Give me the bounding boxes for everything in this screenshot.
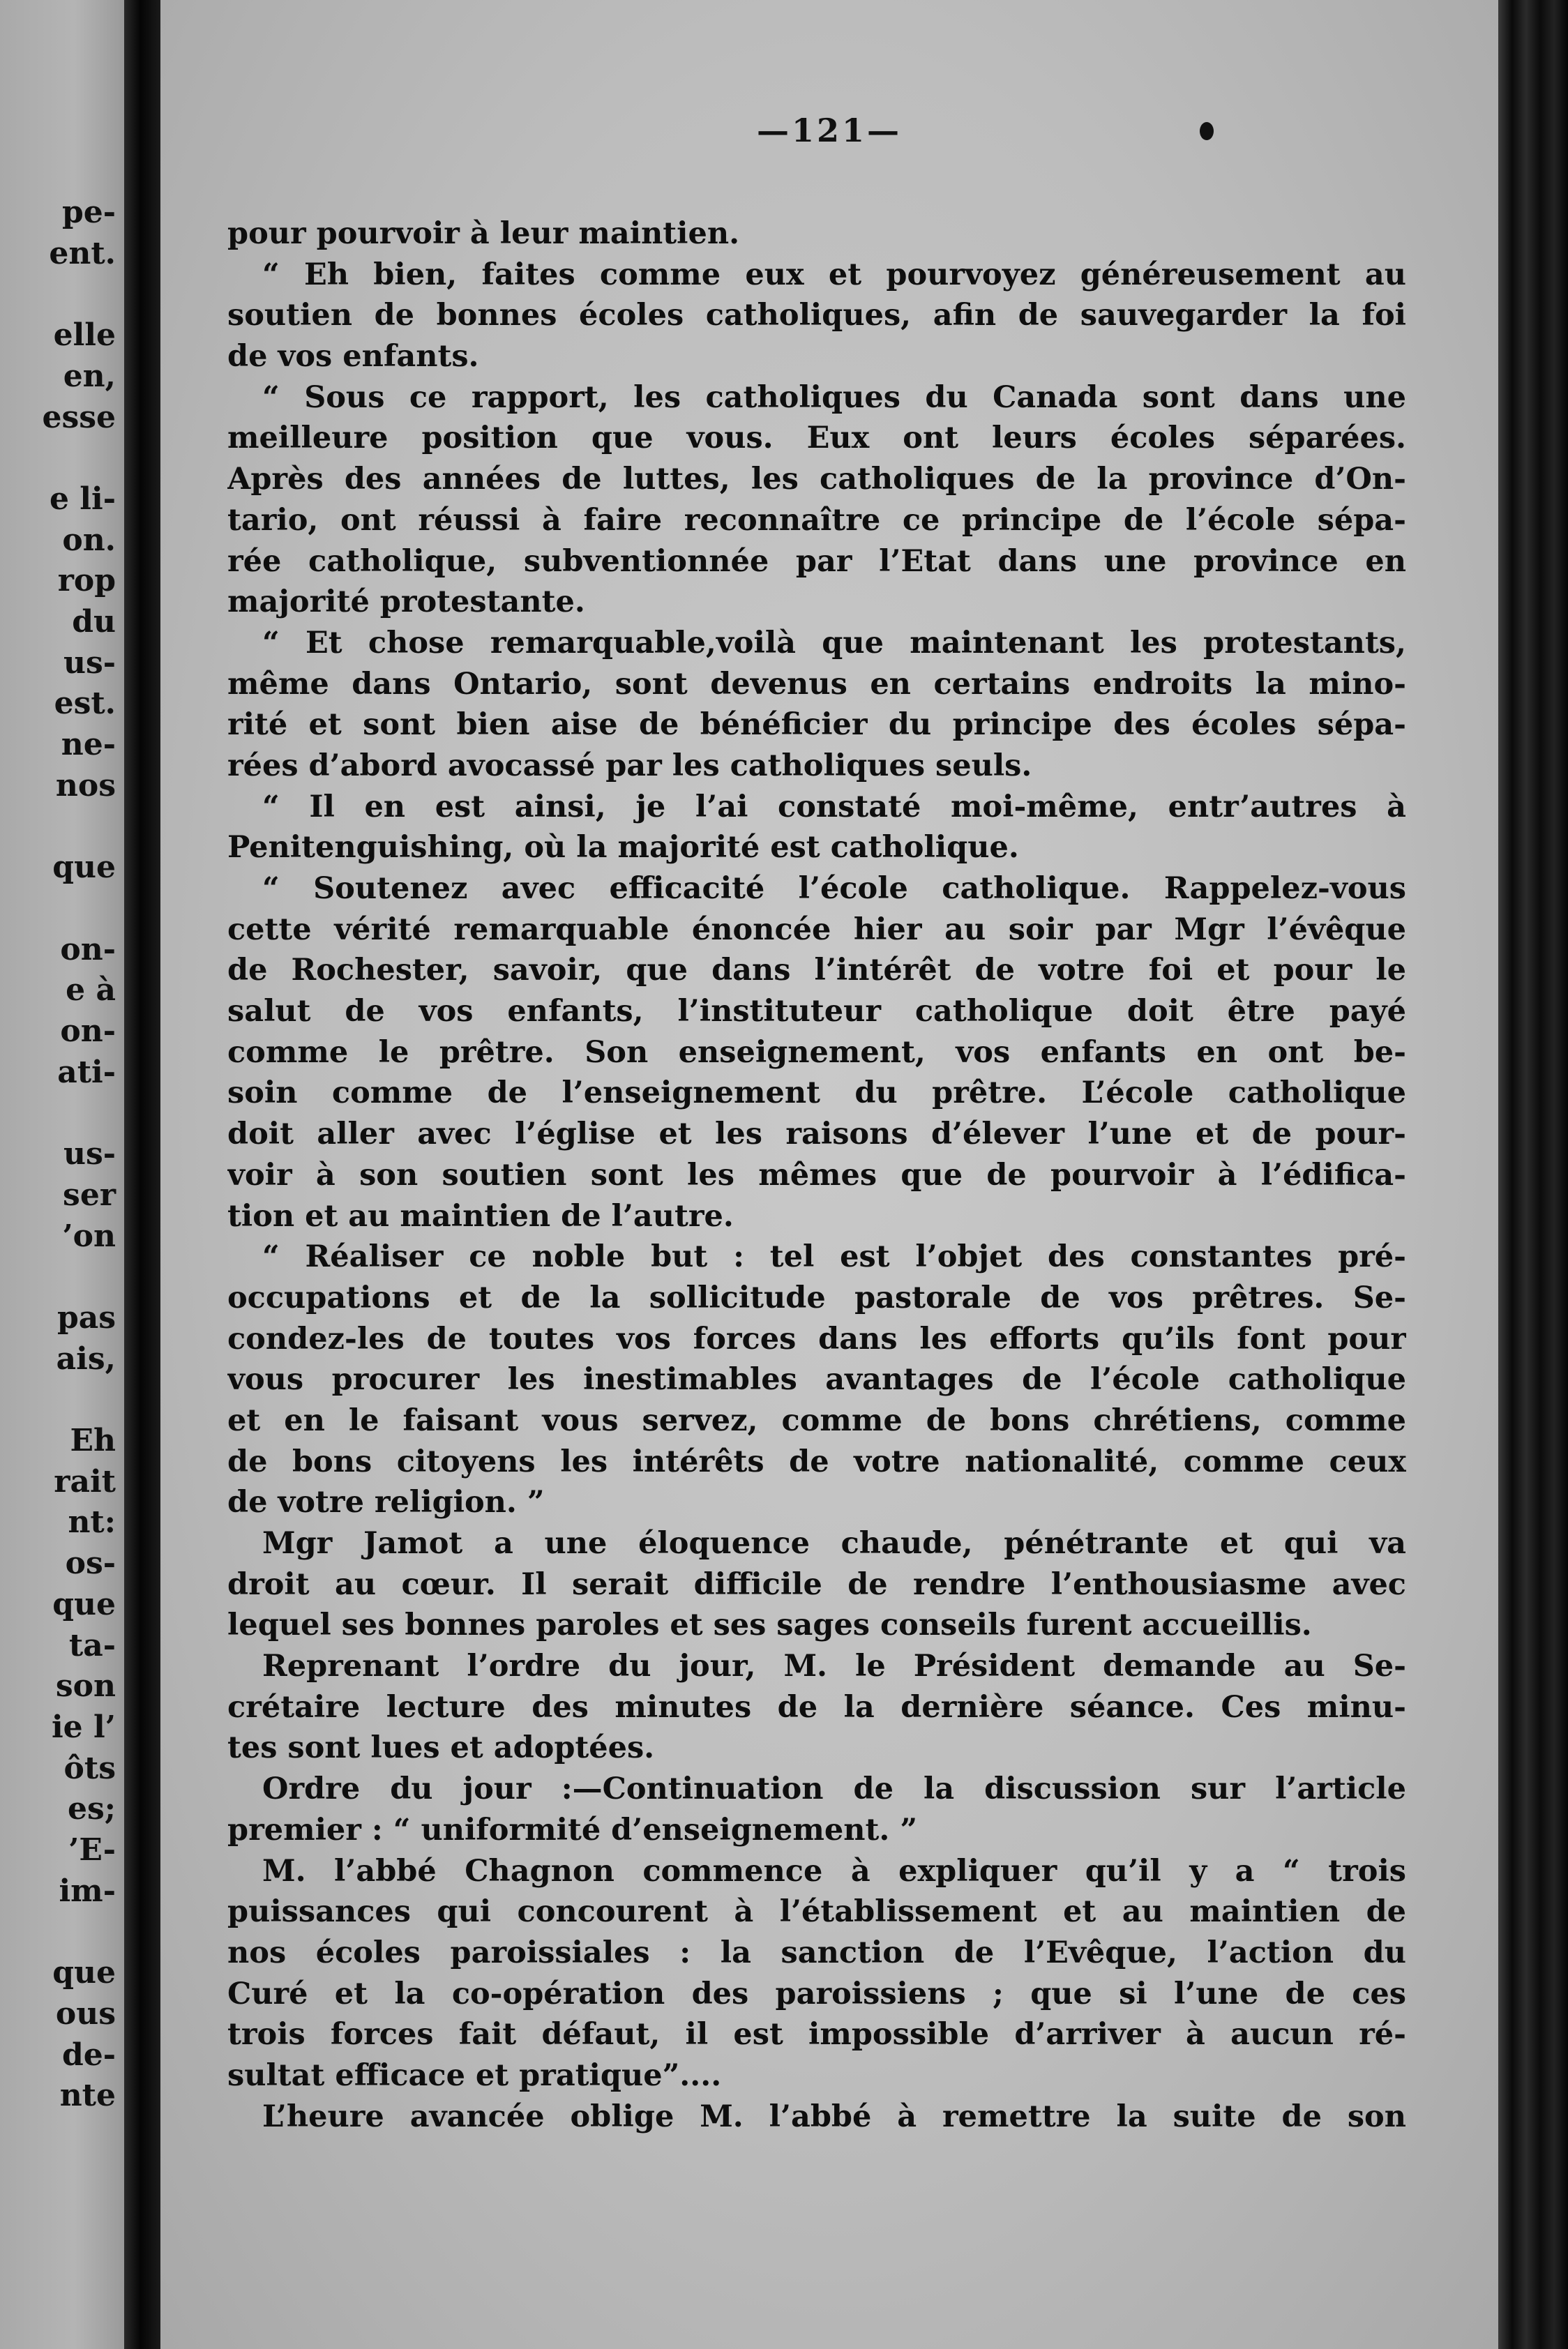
left-margin-fragment: im- [59,1873,116,1909]
left-margin-fragment: ta- [68,1627,116,1663]
left-margin-fragment: e li- [49,481,116,517]
left-margin-fragment: ie l’ [51,1709,116,1745]
text-line: de vos enfants. [227,339,479,375]
text-line: nos écoles paroissiales : la sanction de l’Evêque, l’action du [227,1935,1406,1970]
text-line: Ordre du jour :—Continuation de la discussion sur l’article [262,1772,1406,1807]
text-line: cette vérité remarquable énoncée hier au soir par Mgr l’évêque [227,912,1406,947]
text-line: même dans Ontario, sont devenus en certains endroits la mino- [227,666,1406,702]
text-line: meilleure position que vous. Eux ont leurs écoles séparées. [227,421,1406,456]
text-line: Mgr Jamot a une éloquence chaude, pénétrante et qui va [262,1526,1406,1561]
left-margin-fragment: ’on [62,1218,116,1254]
text-line: “ Il en est ainsi, je l’ai constaté moi-même, entr’autres à [262,789,1406,824]
left-margin-fragment: ent. [49,235,116,271]
text-line: de bons citoyens les intérêts de votre nationalité, comme ceux [227,1444,1406,1479]
text-line: rées d’abord avocassé par les catholiques seuls. [227,748,1032,783]
text-line: M. l’abbé Chagnon commence à expliquer qu’il y a “ trois [262,1853,1406,1889]
text-line: puissances qui concourent à l’établissement et au maintien de [227,1894,1406,1930]
text-line: et en le faisant vous servez, comme de bons chrétiens, comme [227,1403,1406,1438]
book-gutter [124,0,160,2349]
left-margin-fragment: ati- [57,1054,116,1090]
text-line: Après des années de luttes, les catholiques de la province d’On- [227,462,1406,497]
left-margin-fragment: e à [66,972,116,1009]
text-line: rité et sont bien aise de bénéficier du principe des écoles sépa- [227,707,1406,743]
left-margin-fragment: son [55,1668,116,1705]
left-margin-fragment: elle [53,317,116,354]
ink-speck [1200,122,1214,140]
text-line: premier : “ uniformité d’enseignement. ” [227,1812,918,1848]
left-margin-fragment: en, [63,358,116,394]
text-line: “ Eh bien, faites comme eux et pourvoyez généreusement au [262,257,1406,292]
text-line: occupations et de la sollicitude pastorale de vos prêtres. Se- [227,1280,1406,1315]
left-margin-fragment: pe- [61,195,116,230]
left-margin-fragment: que [52,1955,116,1991]
left-margin-fragment: ôts [63,1750,116,1786]
text-line: soutien de bonnes écoles catholiques, afin de sauvegarder la foi [227,298,1406,333]
text-line: “ Soutenez avec efficacité l’école catholique. Rappelez-vous [262,871,1406,906]
left-margin-fragment: est. [54,686,116,722]
text-line: majorité protestante. [227,584,585,620]
text-line: tes sont lues et adoptées. [227,1730,655,1766]
text-line: tion et au maintien de l’autre. [227,1198,734,1234]
text-line: lequel ses bonnes paroles et ses sages conseils furent accueillis. [227,1608,1312,1643]
page-stack-edge [1498,0,1568,2349]
text-line: de votre religion. ” [227,1485,545,1520]
left-margin-fragment: Eh [70,1423,116,1458]
left-facing-page [0,0,124,2349]
left-margin-fragment: du [72,604,116,640]
left-margin-fragment: nte [59,2078,116,2114]
left-margin-fragment: on. [62,522,116,558]
left-margin-fragment: os- [65,1546,116,1582]
text-line: voir à son soutien sont les mêmes que de pourvoir à l’édifica- [227,1157,1406,1193]
text-line: salut de vos enfants, l’instituteur catholique doit être payé [227,994,1406,1029]
left-page-text-edge [4,0,116,2349]
left-margin-fragment: us- [63,644,116,681]
text-line: “ Et chose remarquable,voilà que maintenant les protestants, [262,625,1406,660]
left-margin-fragment: ser [63,1177,116,1213]
text-line: de Rochester, savoir, que dans l’intérêt de votre foi et pour le [227,953,1406,988]
left-margin-fragment: ’E- [68,1832,116,1868]
text-line: vous procurer les inestimables avantages de l’école catholique [227,1362,1406,1398]
text-line: soin comme de l’enseignement du prêtre. L’école catholique [227,1075,1406,1111]
left-margin-fragment: pas [56,1299,116,1336]
text-line: crétaire lecture des minutes de la dernière séance. Ces minu- [227,1689,1406,1725]
left-margin-fragment: rait [54,1463,116,1500]
text-line: sultat efficace et pratique”.... [227,2057,722,2093]
text-line: comme le prêtre. Son enseignement, vos enfants en ont be- [227,1034,1406,1070]
left-margin-fragment: ne- [61,727,116,763]
left-margin-fragment: que [52,1586,116,1622]
text-line: “ Sous ce rapport, les catholiques du Canada sont dans une [262,379,1406,415]
left-margin-fragment: ais, [56,1340,116,1377]
text-line: condez-les de toutes vos forces dans les efforts qu’ils font pour [227,1321,1406,1357]
left-margin-fragment: de- [61,2037,116,2073]
book-page [160,0,1498,2349]
left-margin-fragment: es; [67,1791,116,1827]
text-line: trois forces fait défaut, il est impossible d’arriver à aucun ré- [227,2017,1406,2053]
text-line: doit aller avec l’église et les raisons d’élever l’une et de pour- [227,1117,1406,1152]
left-margin-fragment: on- [60,1013,116,1049]
left-margin-fragment: nos [55,767,116,803]
text-line: droit au cœur. Il serait difficile de rendre l’enthousiasme avec [227,1566,1406,1602]
left-margin-fragment: que [52,849,116,886]
left-margin-fragment: ous [55,1995,116,2032]
text-line: L’heure avancée oblige M. l’abbé à remettre la suite de son [262,2099,1406,2134]
left-margin-fragment: on- [60,931,116,967]
text-line: rée catholique, subventionnée par l’Etat dans une province en [227,543,1406,579]
page-body-text [227,213,1406,2137]
text-line: tario, ont réussi à faire reconnaître ce principe de l’école sépa- [227,502,1406,538]
page-number: —121— [756,112,903,149]
text-line: Curé et la co-opération des paroissiens ; que si l’une de ces [227,1976,1406,2011]
left-margin-fragment: rop [57,563,116,599]
left-margin-fragment: nt: [68,1504,116,1541]
left-margin-fragment: esse [42,399,116,435]
text-line: “ Réaliser ce noble but : tel est l’objet des constantes pré- [262,1239,1406,1275]
text-line: Penitenguishing, où la majorité est catholique. [227,830,1019,866]
left-margin-fragment: us- [63,1136,116,1172]
text-line: Reprenant l’ordre du jour, M. le Président demande au Se- [262,1649,1406,1684]
text-line: pour pourvoir à leur maintien. [227,216,740,251]
